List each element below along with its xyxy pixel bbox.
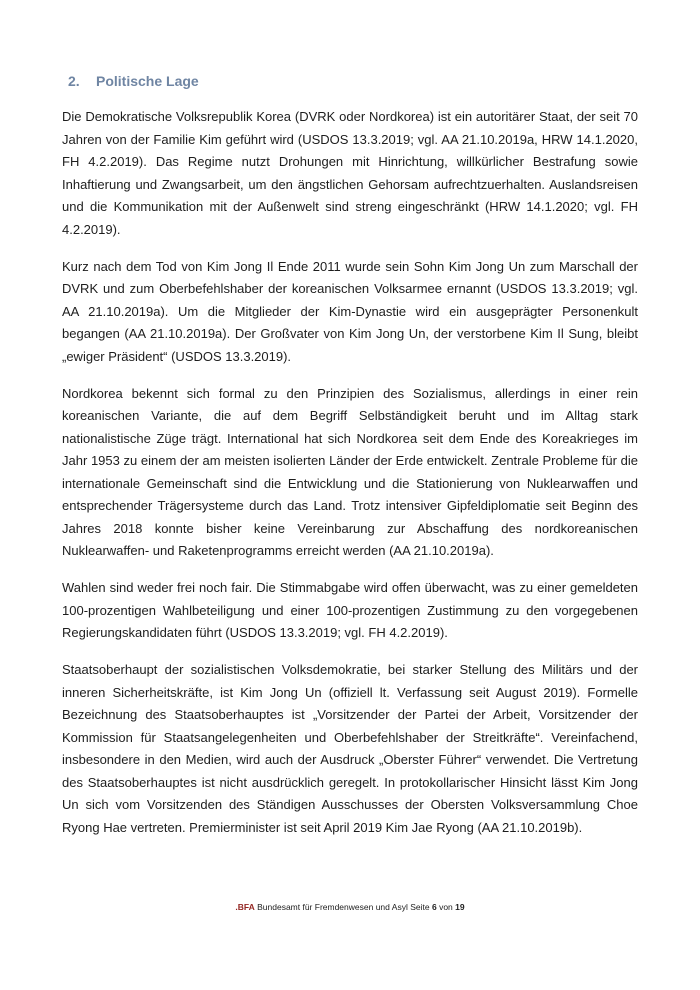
- section-title: Politische Lage: [96, 73, 199, 89]
- paragraph-head-of-state: Staatsoberhaupt der sozialistischen Volksdemokratie, bei starker Stellung des Militärs und der inneren Sicherheitskräfte, ist Kim Jong Un (offiziell lt. Verfassung seit August 2019). Formelle Bezeichnung des Staatsoberhauptes ist „Vorsitzender der Partei der Arbeit, Vorsitzender der Kommission für Staatsangelegenheiten und Oberbefehlshaber der Streitkräfte“. Vereinfachend, insbesondere in den Medien, wird auch der Ausdruck „Oberster Führer“ verwendet. Die Vertretung des Staatsoberhauptes ist nicht ausdrücklich geregelt. In protokollarischer Hinsicht lässt Kim Jong Un sich vom Vorsitzenden des Ständigen Ausschusses der Obersten Volksversammlung Choe Ryong Hae vertreten. Premierminister ist seit April 2019 Kim Jae Ryong (AA 21.10.2019b).: [62, 662, 638, 835]
- paragraph-elections: Wahlen sind weder frei noch fair. Die Stimmabgabe wird offen überwacht, was zu einer gemeldeten 100-prozentigen Wahlbeteiligung und einer 100-prozentigen Zustimmung zu den vorgegebenen Regierungskandidaten führt (USDOS 13.3.2019; vgl. FH 4.2.2019).: [62, 580, 638, 640]
- footer-office-name: Bundesamt für Fremdenwesen und Asyl: [257, 902, 408, 912]
- section-heading: [68, 73, 638, 89]
- footer-page-total: 19: [455, 902, 465, 912]
- page-footer: [0, 902, 700, 913]
- footer-page-current: 6: [431, 902, 437, 912]
- bfa-logo: .BFA: [235, 902, 255, 912]
- footer-of-label: von: [439, 902, 453, 912]
- paragraph-regime-overview: Die Demokratische Volksrepublik Korea (DVRK oder Nordkorea) ist ein autoritärer Staat, der seit 70 Jahren von der Familie Kim geführt wird (USDOS 13.3.2019; vgl. AA 21.10.2019a, HRW 14.1.2020, FH 4.2.2019). Das Regime nutzt Drohungen mit Hinrichtung, willkürlicher Bestrafung sowie Inhaftierung und Zwangsarbeit, um den ängstlichen Gehorsam aufrechtzuerhalten. Auslandsreisen und die Kommunikation mit der Außenwelt sind streng eingeschränkt (HRW 14.1.2020; vgl. FH 4.2.2019).: [62, 109, 638, 237]
- paragraph-socialism-isolation: Nordkorea bekennt sich formal zu den Prinzipien des Sozialismus, allerdings in einer rein koreanischen Variante, die auf dem Begriff Selbständigkeit beruht und im Alltag stark nationalistische Züge trägt. International hat sich Nordkorea seit dem Ende des Koreakrieges im Jahr 1953 zu einem der am meisten isolierten Länder der Erde entwickelt. Zentrale Probleme für die internationale Gemeinschaft sind die Entwicklung und die Stationierung von Nuklearwaffen und entsprechender Trägersysteme durch das Land. Trotz intensiver Gipfeldiplomatie seit Beginn des Jahres 2018 konnte bisher keine Vereinbarung zur Abschaffung des nordkoreanischen Nuklearwaffen- und Raketenprogramms erreicht werden (AA 21.10.2019a).: [62, 385, 638, 558]
- footer-page-label: Seite: [410, 902, 430, 912]
- paragraph-kim-succession: Kurz nach dem Tod von Kim Jong Il Ende 2011 wurde sein Sohn Kim Jong Un zum Marschall der DVRK und zum Oberbefehlshaber der koreanischen Volksarmee ernannt (USDOS 13.3.2019; vgl. AA 21.10.2019a). Um die Mitglieder der Kim-Dynastie wird ein ausgeprägter Personenkult begangen (AA 21.10.2019a). Der Großvater von Kim Jong Un, der verstorbene Kim Il Sung, bleibt „ewiger Präsident“ (USDOS 13.3.2019).: [62, 258, 638, 364]
- section-number: 2.: [68, 73, 80, 89]
